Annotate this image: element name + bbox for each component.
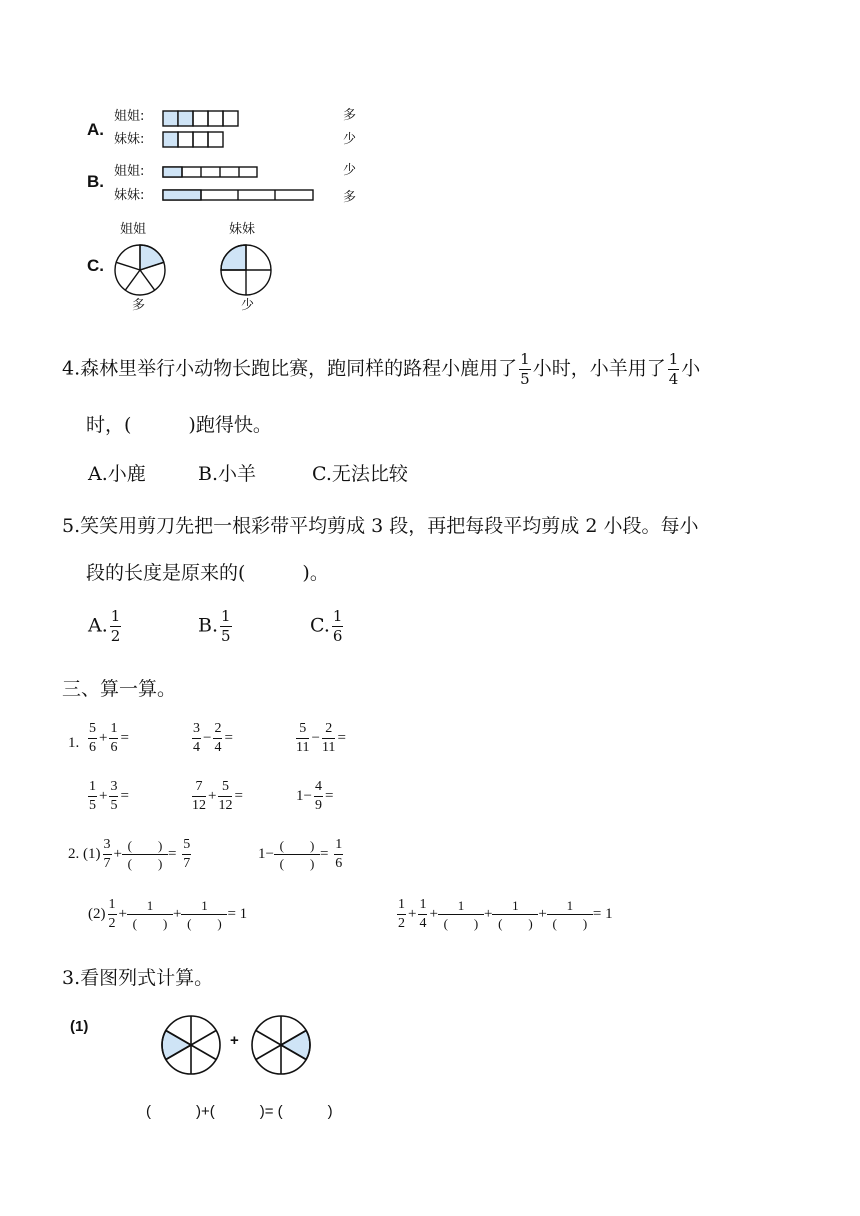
question-4-option-b[interactable]: B.小羊 bbox=[198, 463, 257, 485]
figure-a-bars bbox=[160, 108, 250, 152]
blank-unit-fraction[interactable]: 1 ( ) bbox=[438, 899, 484, 930]
figure-c-less-caption: 少 bbox=[241, 298, 255, 313]
question-3-part-label: (1) bbox=[70, 1018, 89, 1035]
question-3-answer-line[interactable]: ( )+( )= ( ) bbox=[146, 1103, 333, 1120]
figure-c-younger-circle bbox=[218, 242, 278, 298]
calc-2-part-2: (2) $\frac{1}{2}$ + 1 ( ) + 1 ( ) = 1 bbox=[88, 897, 248, 931]
figure-c-more-caption: 多 bbox=[132, 298, 146, 313]
blank-unit-fraction[interactable]: 1 ( ) bbox=[492, 899, 538, 930]
blank-fraction[interactable]: ( ) ( ) bbox=[274, 839, 320, 870]
question-4-option-c[interactable]: C.无法比较 bbox=[312, 463, 408, 485]
figure-b-less-label: 少 bbox=[343, 163, 357, 178]
figure-c-sister-title: 姐姐 bbox=[120, 222, 147, 237]
expr-1-1: $\frac{5}{6}$ + $\frac{1}{6}$ = bbox=[89, 721, 129, 755]
question-5-line-2: 段的长度是原来的( )。 bbox=[86, 562, 329, 584]
expr-1-3: $\frac{5}{11}$ − $\frac{2}{11}$ = bbox=[296, 721, 346, 755]
expr-1-5: $\frac{7}{12}$ + $\frac{5}{12}$ = bbox=[192, 779, 243, 813]
figure-a-letter: A. bbox=[87, 120, 104, 139]
question-5-option-c[interactable]: C. $\frac{1}{6}$ bbox=[310, 607, 343, 645]
fraction-one-fourth: $\frac{1}{4}$ bbox=[668, 350, 679, 388]
question-4-text-b: 小时，小羊用了 bbox=[532, 357, 666, 380]
circle-sixths-right bbox=[250, 1014, 312, 1076]
question-4-line-2: 时，( )跑得快。 bbox=[86, 414, 272, 436]
figure-a-less-label: 少 bbox=[343, 132, 357, 147]
figure-b-younger-label: 妹妹: bbox=[114, 188, 145, 203]
section-3-title: 三、算一算。 bbox=[62, 678, 177, 700]
expr-1-4: $\frac{1}{5}$ + $\frac{3}{5}$ = bbox=[89, 779, 129, 813]
question-4-option-a[interactable]: A.小鹿 bbox=[88, 463, 146, 485]
calc-2-part-2b: $\frac{1}{2}$ + $\frac{1}{4}$ + 1 ( ) + 1 ( ) + 1 ( ) = 1 bbox=[398, 897, 613, 931]
expr-1-2: $\frac{3}{4}$ − $\frac{2}{4}$ = bbox=[193, 721, 233, 755]
question-3-title: 3.看图列式计算。 bbox=[62, 967, 214, 989]
figure-b-letter: B. bbox=[87, 172, 104, 191]
question-5-option-b[interactable]: B. $\frac{1}{5}$ bbox=[198, 607, 231, 645]
expr-1-6: 1− $\frac{4}{9}$ = bbox=[296, 779, 334, 813]
calc-2-part-1b: 1− ( ) ( ) = $\frac{1}{6}$ bbox=[258, 837, 343, 871]
question-4-text-a: 4.森林里举行小动物长跑比赛，跑同样的路程小鹿用了 bbox=[62, 357, 518, 380]
blank-unit-fraction[interactable]: 1 ( ) bbox=[181, 899, 227, 930]
fraction-one-fifth: $\frac{1}{5}$ bbox=[520, 350, 530, 388]
figure-a-sister-label: 姐姐: bbox=[114, 109, 145, 124]
figure-c-letter: C. bbox=[87, 256, 104, 275]
figure-c-sister-circle bbox=[110, 242, 170, 298]
question-5-option-a[interactable]: A. $\frac{1}{2}$ bbox=[88, 607, 121, 645]
figure-b-sister-label: 姐姐: bbox=[114, 164, 145, 179]
figure-a-more-label: 多 bbox=[343, 108, 357, 123]
question-4-line-1 bbox=[62, 352, 700, 387]
calc-1-label: 1. bbox=[68, 735, 80, 751]
question-5-line-1: 5.笑笑用剪刀先把一根彩带平均剪成 3 段，再把每段平均剪成 2 小段。每小 bbox=[62, 515, 699, 537]
question-4-text-c: 小 bbox=[681, 357, 701, 380]
blank-unit-fraction[interactable]: 1 ( ) bbox=[127, 899, 173, 930]
calc-2-part-1: 2. (1) $\frac{3}{7}$ + ( ) ( ) = $\frac{5}{7}$ bbox=[68, 837, 191, 871]
plus-sign: + bbox=[230, 1032, 239, 1049]
blank-unit-fraction[interactable]: 1 ( ) bbox=[547, 899, 593, 930]
figure-a-younger-label: 妹妹: bbox=[114, 132, 145, 147]
blank-fraction[interactable]: ( ) ( ) bbox=[122, 839, 168, 870]
figure-b-bars bbox=[160, 164, 320, 204]
figure-b-more-label: 多 bbox=[343, 190, 357, 205]
figure-c-younger-title: 妹妹 bbox=[229, 222, 256, 237]
circle-sixths-left bbox=[160, 1014, 222, 1076]
